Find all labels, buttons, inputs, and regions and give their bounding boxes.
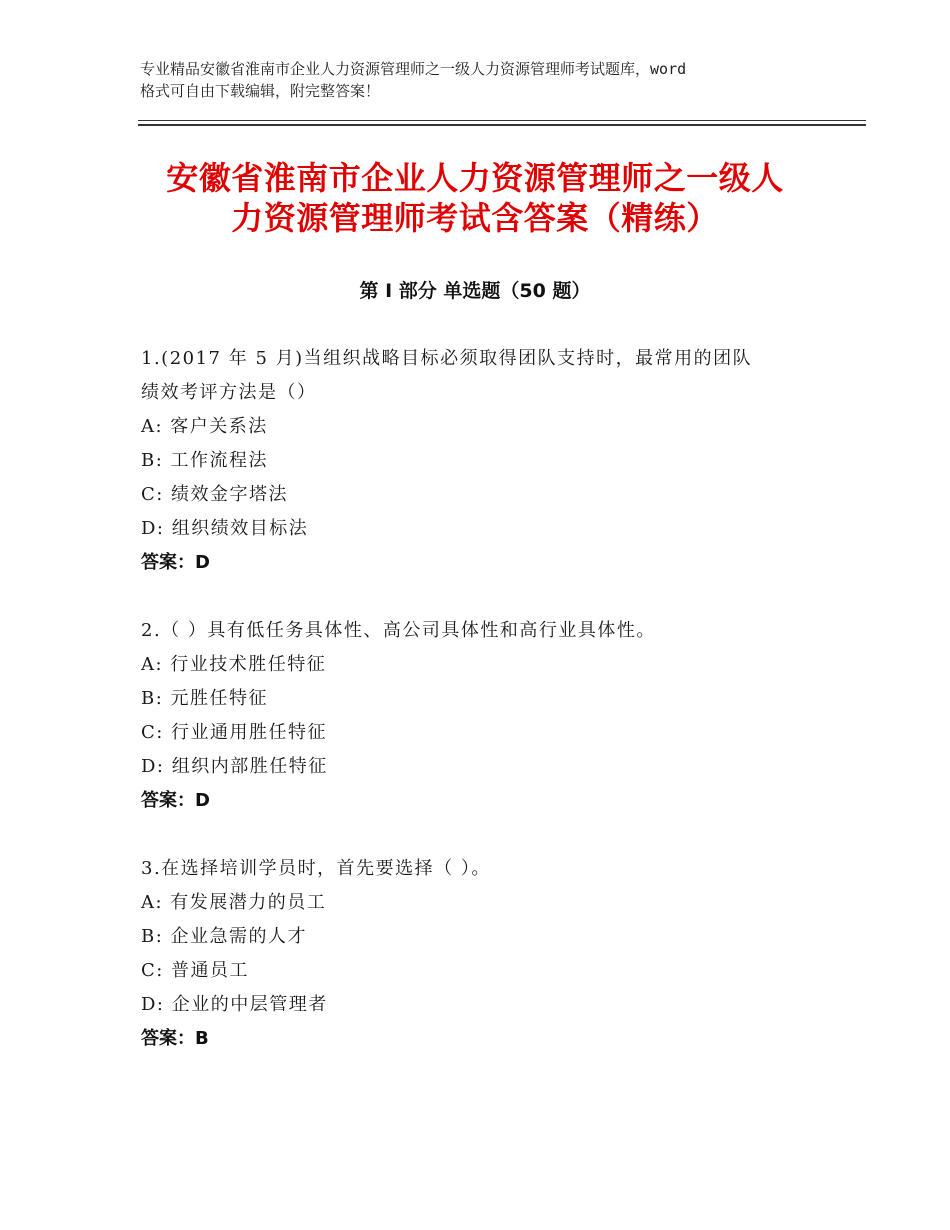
question-list (141, 342, 821, 1090)
header-note-line: 格式可自由下载编辑，附完整答案！ (140, 82, 381, 100)
option-c: C: 普通员工 (141, 960, 250, 981)
document-title-line: 安徽省淮南市企业人力资源管理师之一级人 (166, 159, 784, 197)
header-note-line: 专业精品安徽省淮南市企业人力资源管理师之一级人力资源管理师考试题库，word (140, 60, 687, 78)
header-note (140, 58, 830, 102)
option-a: A: 行业技术胜任特征 (141, 654, 327, 675)
option-d: D: 组织绩效目标法 (141, 518, 309, 539)
question-3 (141, 852, 821, 1056)
option-d: D: 企业的中层管理者 (141, 994, 328, 1015)
option-d: D: 组织内部胜任特征 (141, 756, 328, 777)
question-1 (141, 342, 821, 580)
document-title (120, 158, 830, 238)
header-divider-thick (138, 124, 866, 126)
question-stem: 1.(2017 年 5 月)当组织战略目标必须取得团队支持时，最常用的团队 (141, 348, 753, 369)
option-a: A: 客户关系法 (141, 416, 268, 437)
document-title-line: 力资源管理师考试含答案（精练） (231, 199, 719, 237)
option-b: B: 企业急需的人才 (141, 926, 308, 947)
question-2 (141, 614, 821, 818)
option-a: A: 有发展潜力的员工 (141, 892, 327, 913)
option-b: B: 元胜任特征 (141, 688, 269, 709)
question-stem: 2.（ ）具有低任务具体性、高公司具体性和高行业具体性。 (141, 620, 656, 641)
answer: 答案：D (141, 790, 210, 811)
section-title: 第 I 部分 单选题（50 题） (359, 280, 591, 302)
answer: 答案：B (141, 1028, 209, 1049)
option-b: B: 工作流程法 (141, 450, 269, 471)
question-stem: 3.在选择培训学员时，首先要选择（ ）。 (141, 858, 491, 879)
question-stem: 绩效考评方法是（） (141, 382, 317, 403)
option-c: C: 行业通用胜任特征 (141, 722, 328, 743)
header-divider (138, 120, 866, 121)
answer: 答案：D (141, 552, 210, 573)
option-c: C: 绩效金字塔法 (141, 484, 289, 505)
